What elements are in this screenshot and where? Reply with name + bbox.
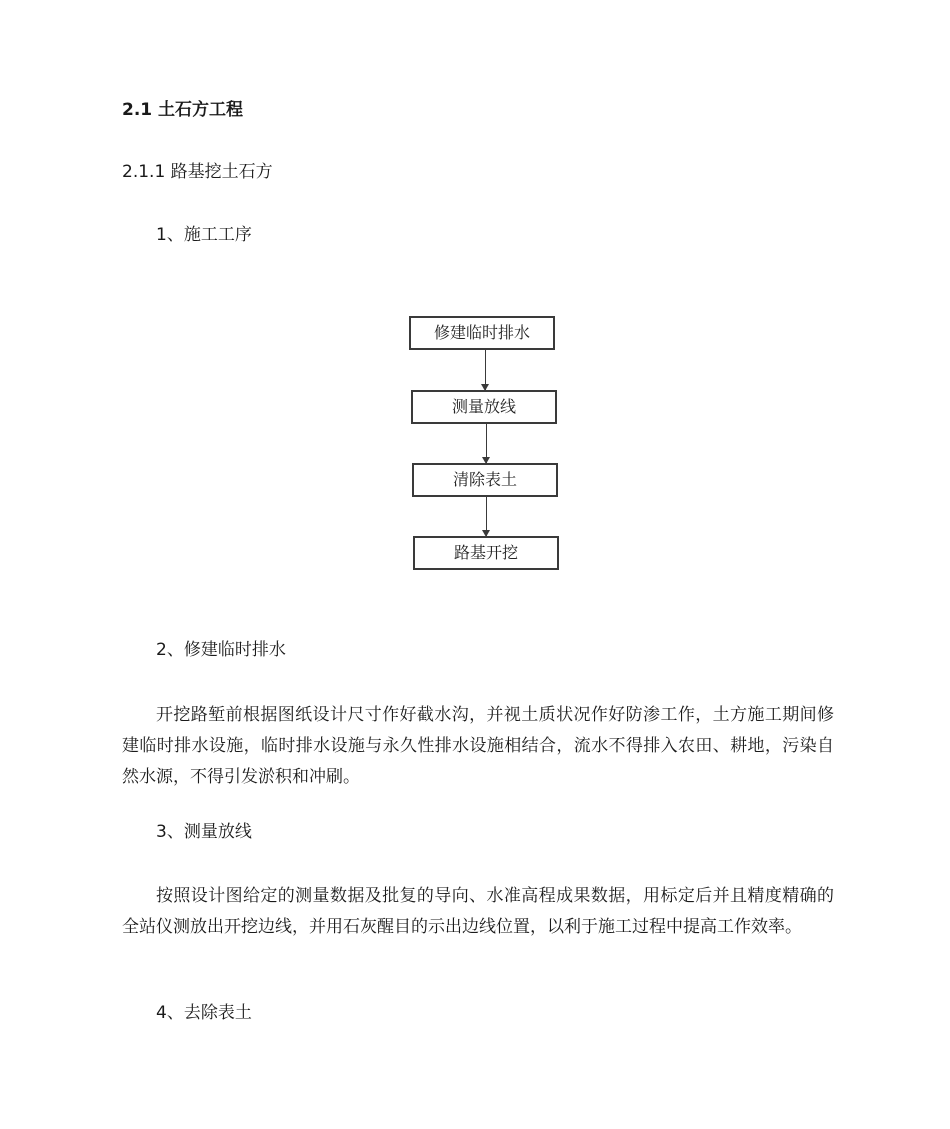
process-flowchart bbox=[380, 310, 600, 580]
item-heading-construction-process: 1、施工工序 bbox=[156, 225, 252, 245]
flow-step-topsoil-removal: 清除表土 bbox=[412, 463, 558, 497]
flow-step-survey-layout: 测量放线 bbox=[411, 390, 557, 424]
section-heading: 2.1 土石方工程 bbox=[122, 100, 244, 120]
paragraph-temporary-drainage: 开挖路堑前根据图纸设计尺寸作好截水沟，并视土质状况作好防渗工作，土方施工期间修建临时排水设施，临时排水设施与永久性排水设施相结合，流水不得排入农田、耕地，污染自然水源，不得引发淤积和冲刷。 bbox=[122, 705, 834, 787]
flow-step-subgrade-excavation: 路基开挖 bbox=[413, 536, 559, 570]
flow-arrow bbox=[486, 424, 487, 463]
paragraph-survey-layout: 按照设计图给定的测量数据及批复的导向、水准高程成果数据，用标定后并且精度精确的全站仪测放出开挖边线，并用石灰醒目的示出边线位置，以利于施工过程中提高工作效率。 bbox=[122, 886, 834, 937]
subsection-heading: 2.1.1 路基挖土石方 bbox=[122, 162, 273, 182]
item-heading-temporary-drainage: 2、修建临时排水 bbox=[156, 640, 286, 660]
item-heading-topsoil-removal: 4、去除表土 bbox=[156, 1003, 252, 1023]
flow-arrow bbox=[485, 350, 486, 390]
item-heading-survey-layout: 3、测量放线 bbox=[156, 822, 252, 842]
flow-step-temporary-drainage: 修建临时排水 bbox=[409, 316, 555, 350]
flow-arrow bbox=[486, 497, 487, 536]
